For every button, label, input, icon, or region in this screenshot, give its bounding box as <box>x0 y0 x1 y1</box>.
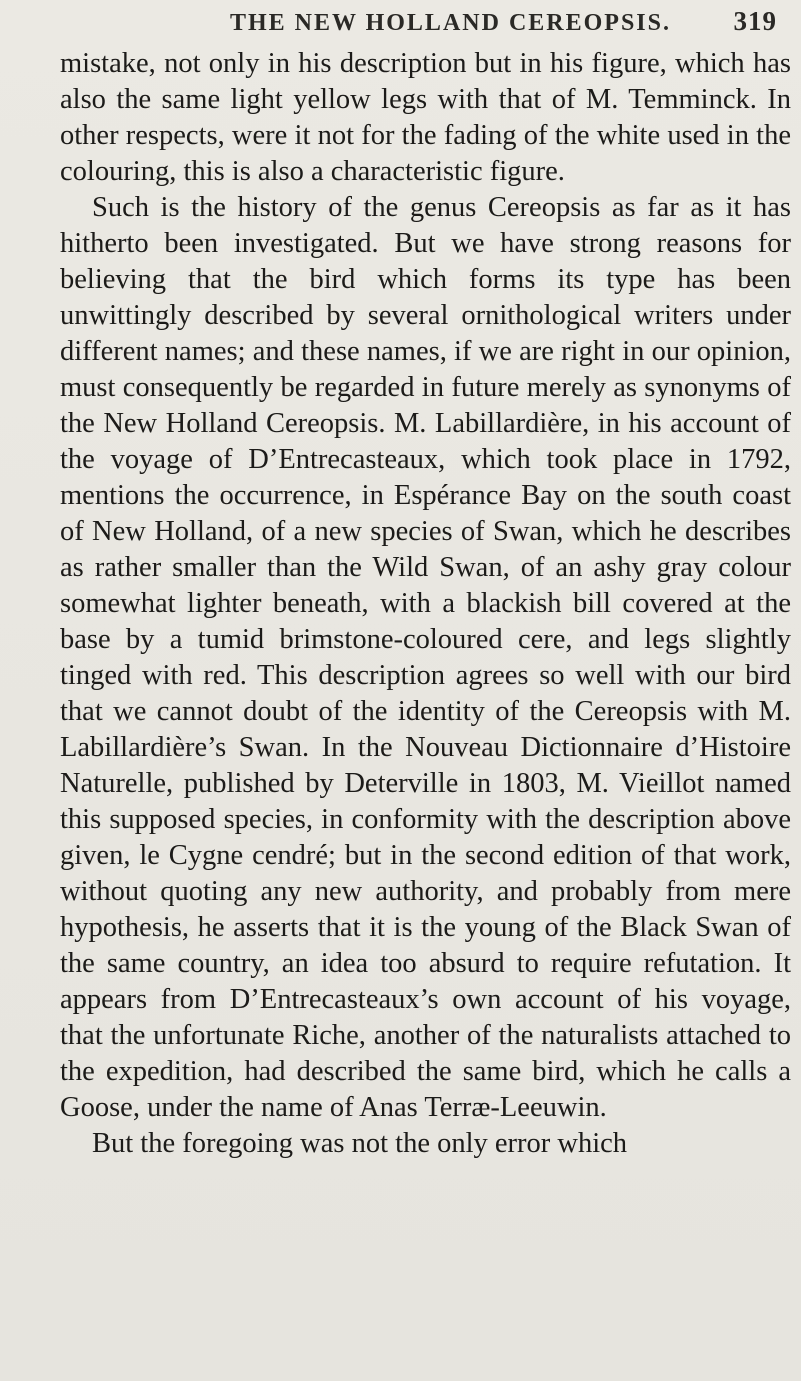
running-head <box>230 6 777 46</box>
paragraph-final: But the foregoing was not the only error which <box>92 1128 628 1159</box>
running-title: THE NEW HOLLAND CEREOPSIS. <box>230 10 671 36</box>
page-number: 319 <box>733 6 777 36</box>
paragraph-history: Such is the history of the genus Cereopsis as far as it has hitherto been investigated. But we have strong reasons for believing that the bird which forms its type has been unwittingly described by several ornithological writers under different names; and these names, if we are right in our opinion, must consequently be regarded in future merely as synonyms of the New Holland Cereopsis. M. Labillardière, in his account of the voyage of D’Entrecasteaux, which took place in 1792, mentions the occurrence, in Espérance Bay on the south coast of New Holland, of a new species of Swan, which he describes as rather smaller than the Wild Swan, of an ashy gray colour somewhat lighter beneath, with a blackish bill covered at the base by a tumid brimstone-coloured cere, and legs slightly tinged with red. This description agrees so well with our bird that we cannot doubt of the identity of the Cereopsis with M. Labillardière’s Swan. In the Nouveau Dictionnaire d’Histoire Naturelle, published by Deterville in 1803, M. Vieillot named this supposed species, in conformity with the description above given, le Cygne cendré; but in the second edition of that work, without quoting any new authority, and probably from mere hypothesis, he asserts that it is the young of the Black Swan of the same country, an idea too absurd to require refutation. It appears from D’Entrecasteaux’s own account of his voyage, that the unfortunate Riche, another of the naturalists attached to the expedition, had described the same bird, which he calls a Goose, under the name of Anas Terræ-Leeuwin. <box>60 192 791 1123</box>
paragraph-continuation: mistake, not only in his description but in his figure, which has also the same light yellow legs with that of M. Temminck. In other respects, were it not for the fading of the white used in the colouring, this is also a characteristic figure. <box>60 48 791 187</box>
body-text <box>60 46 791 1162</box>
